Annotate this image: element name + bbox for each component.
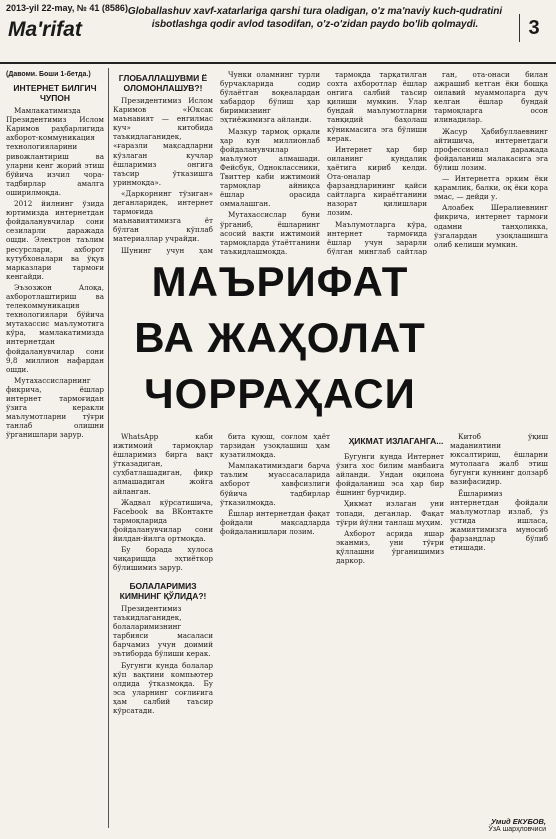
column-5 bbox=[434, 70, 548, 255]
paragraph: Маълумотларга кўра, интернет тармоғида ёшлар учун зарарли бўлган минглаб сайтлар bbox=[327, 219, 427, 255]
paragraph: Китоб ўқиш маданиятини юксалтириш, ёшларни мутолаага жалб этиш бугунги куннинг долзарб вазифасидир. bbox=[450, 432, 548, 487]
bottom-column-2 bbox=[113, 578, 213, 823]
author-role: ЎзА шарҳловчиси bbox=[488, 826, 546, 833]
column-2 bbox=[113, 70, 213, 255]
paragraph: Мутахассисларнинг фикрича, ёшлар интернет тармоғидан ўзига керакли маълумотларни тўғри танлаб олишни ўрганишлари зарур. bbox=[6, 375, 104, 440]
continuation-note: (Давоми. Боши 1-бетда.) bbox=[6, 71, 91, 78]
issue-info: 2013-yil 22-may, № 41 (8586) bbox=[6, 3, 128, 13]
slogan: Globallashuv xavf-xatarlariga qarshi tura oladigan, o'z ma'naviy kuch-qudratini isbotlashga qodir avlod tasodifan, o'z-o'zidan paydo bo'lib qolmaydi. bbox=[127, 6, 503, 30]
paragraph: — Интернетга эрким ёки қарамлик, балки, оқ ёки қора эмас, — дейди у. bbox=[434, 174, 548, 202]
paragraph: Мутахассислар буни ўрганиб, ёшларнинг асосий вақти ижтимоий тармоқларда ўтаётганини таъкидлашмоқда. bbox=[220, 210, 320, 255]
column-divider bbox=[108, 68, 109, 828]
headline-line-2: ВА ЖАҲОЛАТ bbox=[134, 314, 426, 361]
bottom-column-3 bbox=[220, 432, 330, 822]
paragraph: WhatsApp каби ижтимоий тармоқлар ёшларимиз бирга вақт ўтказадиган, суҳбатлашадиган, фикр алмашадиган жойга айланган. bbox=[113, 432, 213, 496]
paragraph: бита қуюш, соғлом ҳаёт тарзидан узоқлашиш ҳам кузатилмоқда. bbox=[220, 432, 330, 460]
main-headline bbox=[100, 258, 460, 426]
paragraph: Жасур Ҳабибуллаевнинг айтишича, интернетдаги профессионал даражада фойдаланиш малакасига эга бўлиш лозим. bbox=[434, 126, 548, 172]
article-title-internet: ИНТЕРНЕТ БИЛГИЧ ЧУПОН bbox=[13, 83, 97, 104]
article-title-children: БОЛАЛАРИМИЗ КИМНИНГ ҚЎЛИДА?! bbox=[119, 581, 207, 601]
page-number: 3 bbox=[519, 14, 548, 42]
author-name: Умид ЕКУБОВ, bbox=[491, 817, 546, 826]
masthead: Ma'rifat bbox=[8, 18, 82, 41]
paragraph: Мазкур тармоқ орқали ҳар кун миллионлаб фойдаланувчилар маълумот алмашади. Фейсбук, Одноклассники, Твиттер каби ижтимоий тармоқлар айниқса ёшлар орасида оммалашган. bbox=[220, 126, 320, 209]
column-3 bbox=[220, 70, 320, 255]
paragraph: Президентимиз таъкидлаганидек, болаларимизнинг тарбияси масаласи барчамиз учун доимий эътиборда бўлиши керак. bbox=[113, 604, 213, 659]
bottom-column-4 bbox=[336, 452, 444, 817]
column-4 bbox=[327, 70, 427, 255]
paragraph: 2012 йилнинг ўзида юртимизда интернетдан фойдаланувчилар сони сезиларли даражада ошди. Электрон таълим ресурслари, ахборот кутубхоналари ва ўқув марказлари тармоғи кенгайди. bbox=[6, 199, 104, 281]
paragraph: Интернет ҳар бир оиланинг кундалик ҳаётига кириб келди. Ота-оналар фарзандларининг қайси сайтларга кираётганини назорат қилишлари лозим. bbox=[327, 144, 427, 218]
paragraph: Жадвал кўрсатишича, Facebook ва ВКонтакте тармоқларида фойдаланувчилар сони йилдан-йилга ортмоқда. bbox=[113, 497, 213, 544]
page-header bbox=[0, 0, 556, 64]
paragraph: тармоқда тарқатилган сохта ахборотлар ёшлар онгига салбий таъсир қилиши мумкин. Улар бундай маълумотларни танқидий баҳолаш кўникмасига эга бўлиши керак. bbox=[327, 70, 427, 143]
column-1 bbox=[6, 70, 104, 820]
author-signature bbox=[488, 818, 546, 834]
article-title-globalization: ГЛОБАЛЛАШУВМИ Ё ОЛОМОНЛАШУВ?! bbox=[118, 73, 208, 93]
paragraph: «Даркорнинг тўзиган» деганларидек, интернет тармоғида маънавиятимизга ёт бўлган кўплаб материаллар учрайди. bbox=[113, 188, 213, 244]
article-title-hikmat: ҲИКМАТ ИЗЛАГАНГА... bbox=[348, 436, 444, 446]
paragraph: Шунинг учун ҳам bbox=[121, 245, 213, 255]
paragraph: Бугунги кунда болалар кўп вақтини компьютер олдида ўтказмоқда. Бу эса уларнинг соғлиғига ҳам салбий таъсир кўрсатади. bbox=[113, 660, 213, 716]
paragraph: Ахборот асрида яшар эканмиз, уни тўғри қўллашни ўрганишимиз даркор. bbox=[336, 528, 444, 566]
paragraph: Ёшлар интернетдан фақат фойдали мақсадларда фойдаланишлари лозим. bbox=[220, 508, 330, 536]
headline-line-1: МАЪРИФАТ bbox=[151, 258, 409, 305]
paragraph: Бугунги кунда Интернет ўзига хос билим манбаига айланди. Ундан оқилона фойдаланиш эса ҳар бир ёшнинг бурчидир. bbox=[336, 452, 444, 498]
paragraph: Мамлакатимизда Президентимиз Ислом Каримов раҳбарлигида ахборот-коммуникация технологияларини ривожлантириш ва уларни кенг жорий этиш бўйича изчил чора-тадбирлар амалга оширилмоқда. bbox=[6, 106, 104, 197]
paragraph: Бу борада хулоса чиқаришда эҳтиёткор бўлишимиз зарур. bbox=[113, 545, 213, 572]
bottom-column-1 bbox=[113, 432, 213, 572]
bottom-column-5 bbox=[450, 432, 548, 812]
paragraph: Алоабек Шералиевнинг фикрича, интернет тармоғи одамни танҳоликка, ўзгалардан узоқлашишга олиб келиши мумкин. bbox=[434, 203, 548, 249]
paragraph: Президентимиз Ислом Каримов «Юксак маънавият — енгилмас куч» китобида таъкидлаганидек, «ғаразли мақсадларни кўзлаган кучлар ёшларимиз онгига таъсир ўтказишга уринмоқда». bbox=[113, 96, 213, 187]
headline-line-3: ЧОРРАҲАСИ bbox=[144, 370, 416, 417]
paragraph: Эъзозжон Алоқа, ахборотлаштириш ва телекоммуникация технологиялари бўйича мутахассис маълумотига кўра, мамлакатимизда интернетдан фойдаланувчилар сони 9,8 миллион нафардан ошди. bbox=[6, 282, 104, 374]
paragraph: Мамлакатимиздаги барча таълим муассасаларида ахборот хавфсизлиги бўйича тадбирлар ўтказилмоқда. bbox=[220, 461, 330, 507]
paragraph: Ёшларимиз интернетдан фойдали маълумотлар излаб, ўз устида ишласа, жамиятимизга муносиб фарзандлар бўлиб етишади. bbox=[450, 488, 548, 553]
paragraph: ган, ота-онаси билан ажрашиб кетган ёки бошқа оилавий муаммоларга дуч келган ёшлар бундай тармоқларга осон илинадилар. bbox=[434, 70, 548, 125]
paragraph: Ҳикмат излаган уни топади, деганлар. Фақат тўғри йўлни танлаш муҳим. bbox=[336, 499, 444, 527]
paragraph: Чунки оламнинг турли бурчакларида содир бўлаётган воқеалардан хабардор бўлиш ҳар биримизнинг эҳтиёжимизга айланди. bbox=[220, 70, 320, 125]
